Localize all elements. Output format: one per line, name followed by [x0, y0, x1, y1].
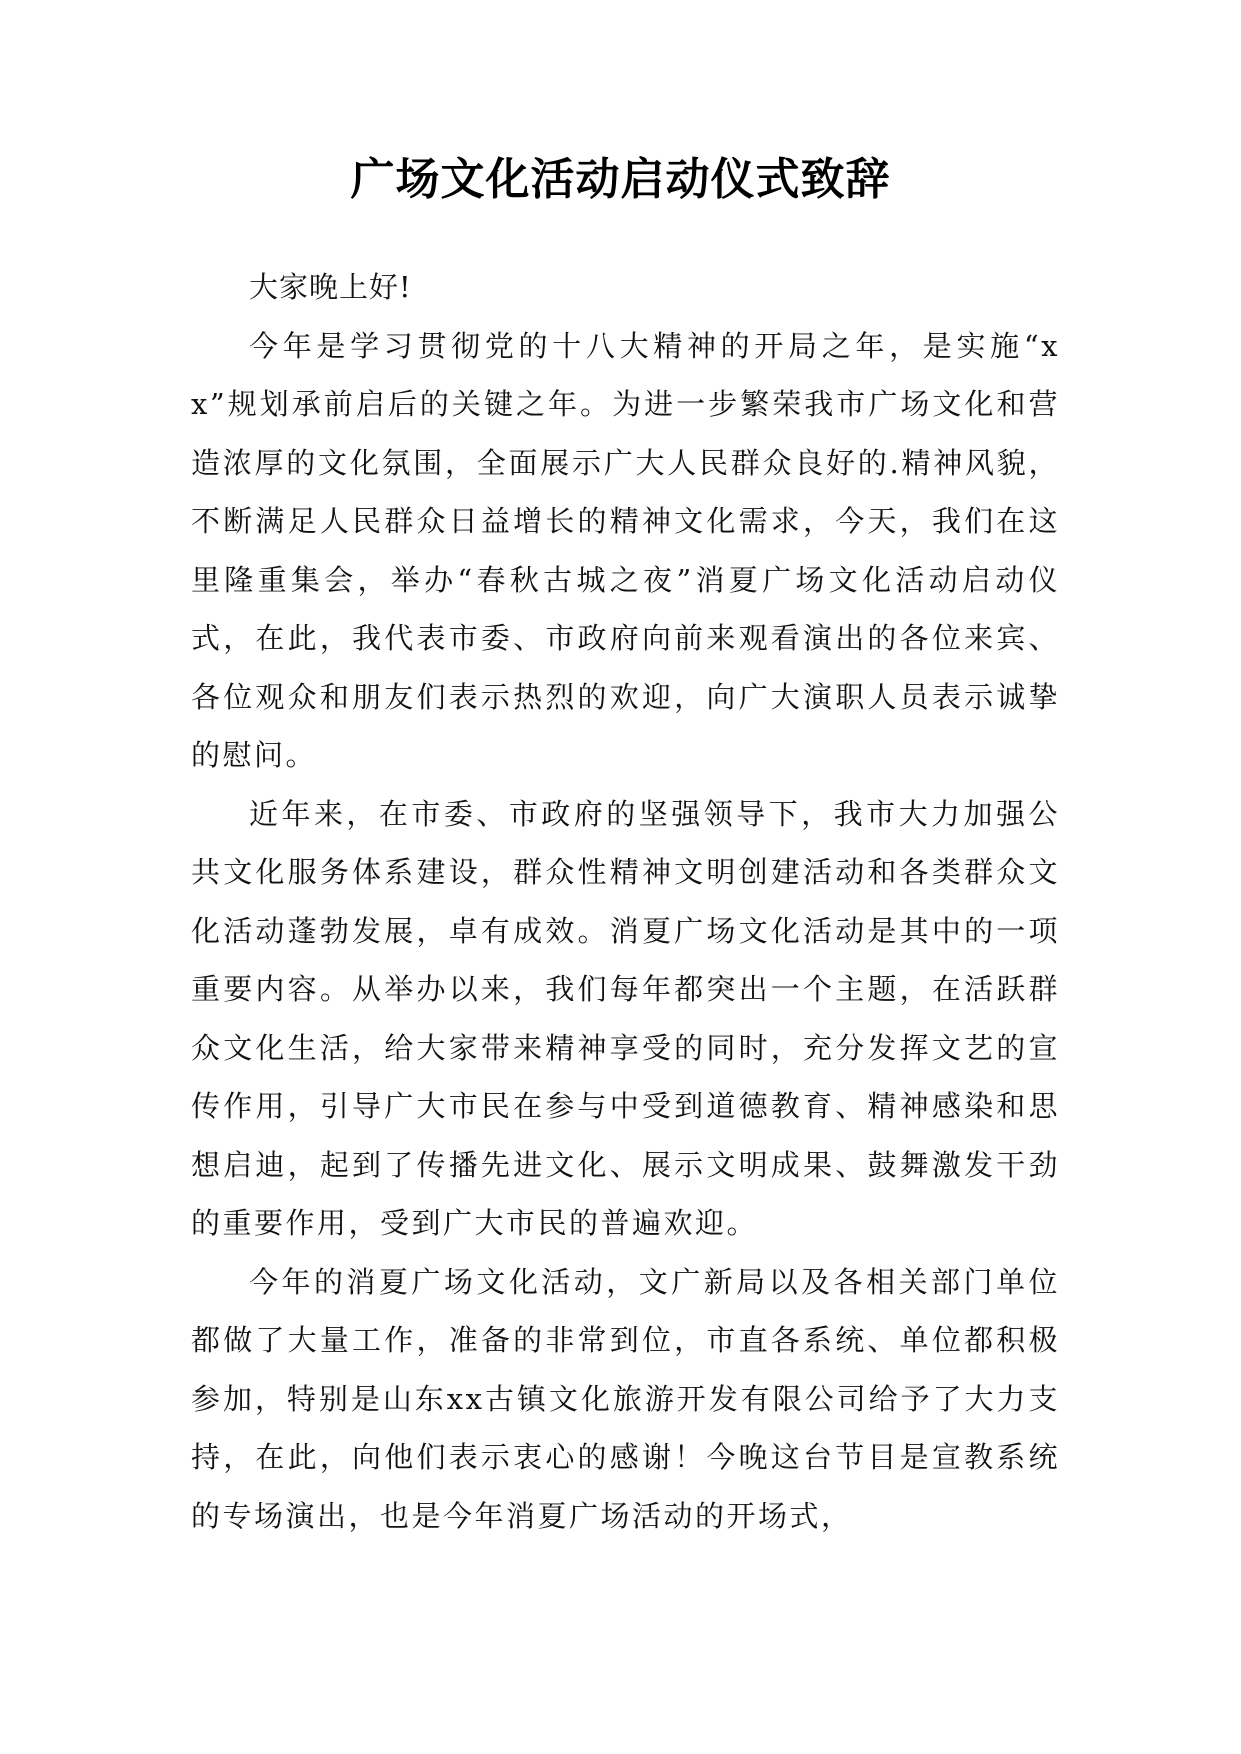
document-title: 广场文化活动启动仪式致辞: [350, 154, 891, 205]
paragraph-1: 今年是学习贯彻党的十八大精神的开局之年，是实施“xx”规划承前启后的关键之年。为进一步繁荣我市广场文化和营造浓厚的文化氛围，全面展示广大人民群众良好的.精神风貌，不断满足人民群众日益增长的精神文化需求，今天，我们在这里隆重集会，举办“春秋古城之夜”消夏广场文化活动启动仪式，在此，我代表市委、市政府向前来观看演出的各位来宾、各位观众和朋友们表示热烈的欢迎，向广大演职人员表示诚挚的慰问。: [191, 328, 1060, 772]
paragraph-2: 近年来，在市委、市政府的坚强领导下，我市大力加强公共文化服务体系建设，群众性精神文明创建活动和各类群众文化活动蓬勃发展，卓有成效。消夏广场文化活动是其中的一项重要内容。从举办以来，我们每年都突出一个主题，在活跃群众文化生活，给大家带来精神享受的同时，充分发挥文艺的宣传作用，引导广大市民在参与中受到道德教育、精神感染和思想启迪，起到了传播先进文化、展示文明成果、鼓舞激发干劲的重要作用，受到广大市民的普遍欢迎。: [191, 796, 1060, 1240]
paragraph-3: 今年的消夏广场文化活动，文广新局以及各相关部门单位都做了大量工作，准备的非常到位，市直各系统、单位都积极参加，特别是山东xx古镇文化旅游开发有限公司给予了大力支持，在此，向他们表示衷心的感谢！今晚这台节目是宣教系统的专场演出，也是今年消夏广场活动的开场式，: [191, 1264, 1060, 1533]
greeting-paragraph: 大家晚上好!: [249, 270, 412, 304]
document-body: [191, 258, 1060, 1545]
